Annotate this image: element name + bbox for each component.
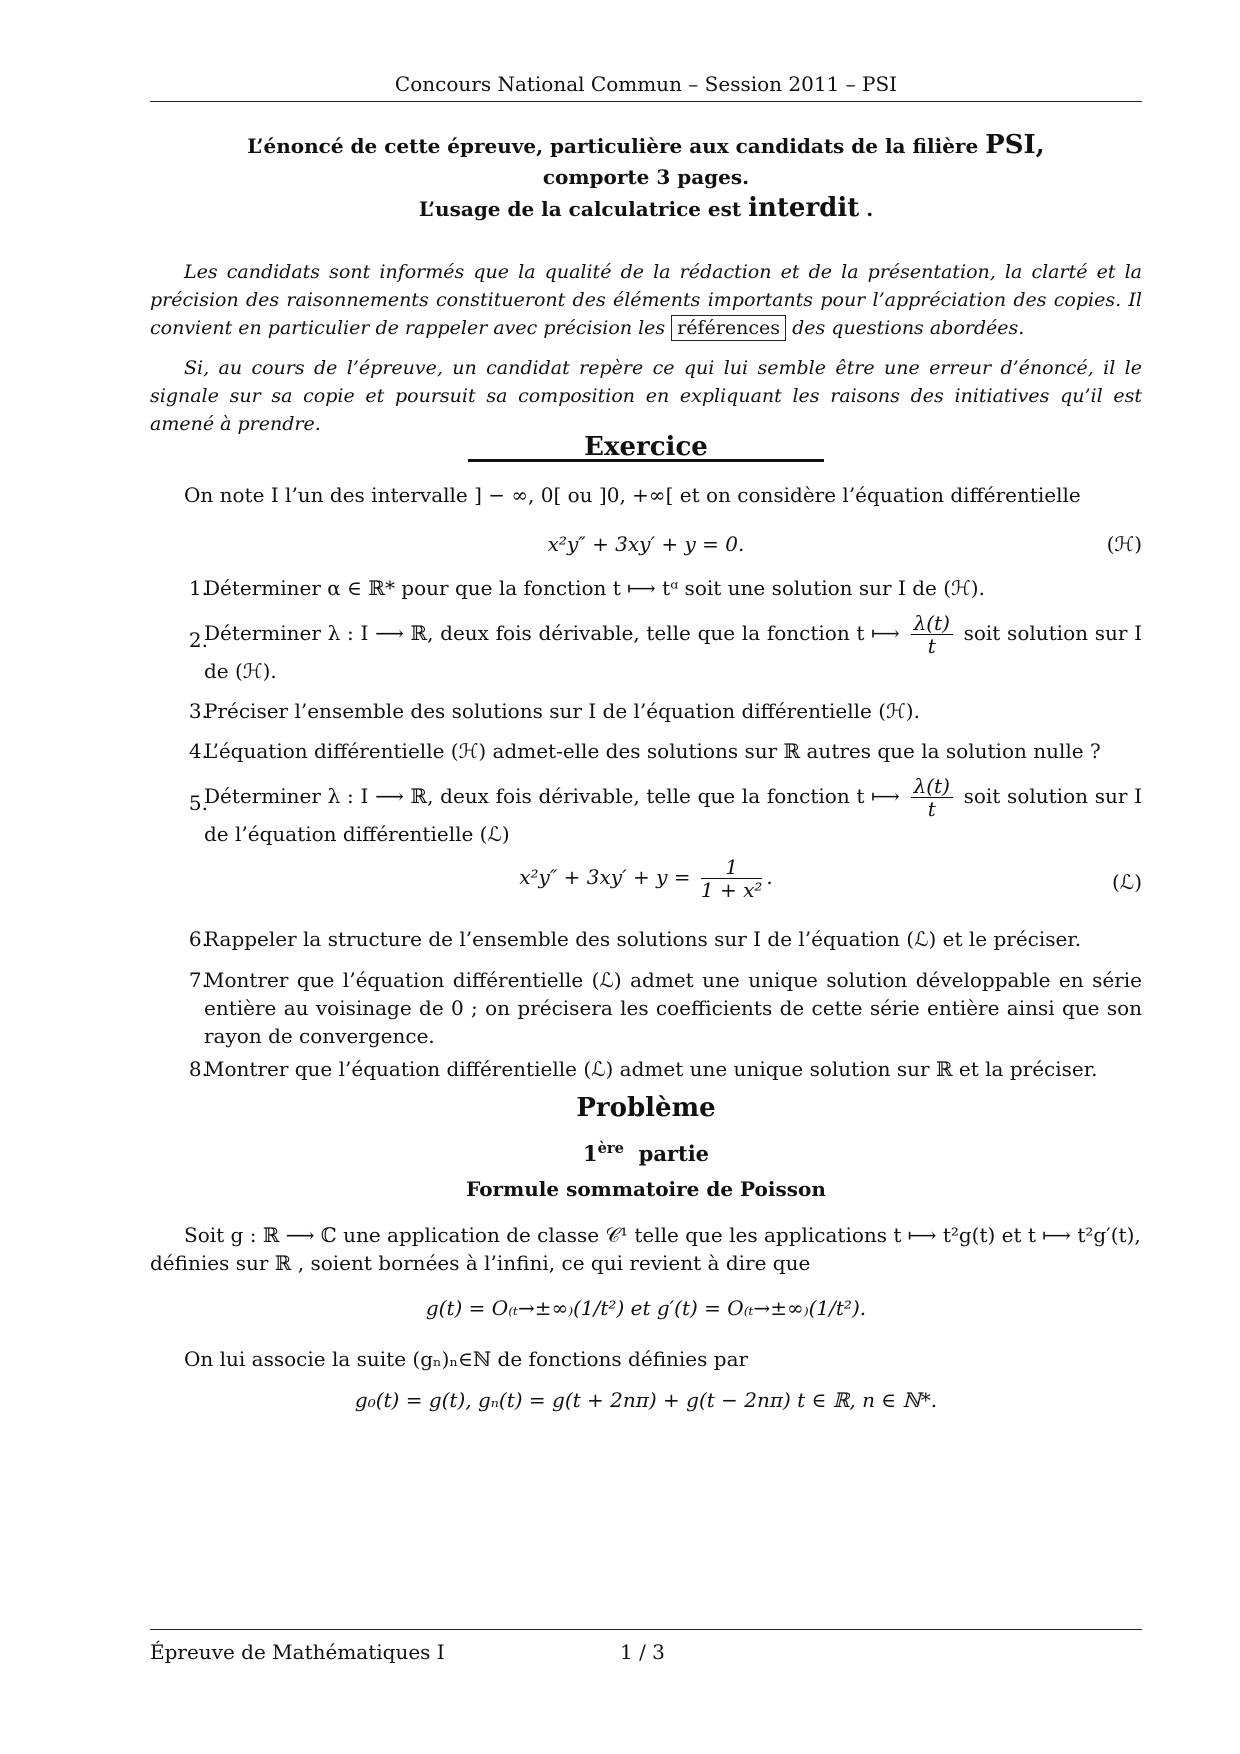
exercice-title: Exercice: [584, 432, 708, 462]
question-text: [204, 775, 1142, 848]
question-3: [150, 697, 1142, 725]
equation-L-lhs: x²y″ + 3xy′ + y =: [519, 865, 691, 889]
question-5: [150, 775, 1142, 848]
equation-H: [150, 532, 1142, 556]
fraction: [701, 856, 763, 901]
footer-rule: [150, 1629, 1142, 1630]
probleme-para-2: [150, 1345, 1142, 1373]
notice-interdit: interdit: [748, 193, 860, 223]
question-8: [150, 1055, 1142, 1083]
exercice-intro-text: On note I l’un des intervalle ] − ∞, 0[ ou ]0, +∞[ et on considère l’équation différentielle: [184, 483, 1081, 507]
question-number: 4.: [188, 739, 208, 763]
footer-title: Épreuve de Mathématiques I: [150, 1640, 445, 1664]
fraction: [911, 612, 953, 657]
instructions-para-1: [150, 258, 1142, 342]
notice-period: .: [866, 197, 874, 221]
equation-L: [150, 856, 1142, 901]
question-number: 1.: [188, 576, 208, 600]
equation-L-body: [150, 856, 1142, 901]
equation-L-tag: (ℒ): [1111, 870, 1142, 894]
question-text: Montrer que l’équation différentielle (ℒ) admet une unique solution sur ℝ et la préciser.: [204, 1057, 1098, 1081]
fraction-denominator: 1 + x²: [700, 878, 763, 902]
question-text-a: Déterminer λ : I ⟶ ℝ, deux fois dérivable, telle que la fonction t ⟼: [204, 621, 900, 645]
instructions-text-b: des questions abordées.: [792, 317, 1025, 339]
page: [150, 0, 1142, 1754]
notice-line3: L’usage de la calculatrice est: [418, 197, 742, 221]
question-number: 2.: [188, 628, 208, 652]
question-number: 3.: [188, 699, 208, 723]
equation-H-tag: (ℋ): [1106, 532, 1142, 556]
part-heading: [150, 1140, 1142, 1166]
question-text-a: Déterminer λ : I ⟶ ℝ, deux fois dérivable, telle que la fonction t ⟼: [204, 784, 900, 808]
notice-filiere: PSI,: [985, 130, 1045, 160]
exercice-intro: [150, 481, 1142, 509]
part-word: partie: [638, 1141, 710, 1166]
probleme-para-2-text: On lui associe la suite (gₙ)ₙ∈ℕ de fonctions définies par: [184, 1347, 749, 1371]
instructions: [150, 258, 1142, 450]
question-number: 5.: [188, 791, 208, 815]
part-superscript: ère: [597, 1140, 625, 1157]
question-text: Montrer que l’équation différentielle (ℒ) admet une unique solution développable en série entière au voisinage de 0 ; on précisera les coefficients de cette série entière ainsi que son rayon de convergence.: [204, 968, 1142, 1048]
question-4: [150, 737, 1142, 765]
equation-H-body: x²y″ + 3xy′ + y = 0.: [547, 532, 745, 556]
question-number: 8.: [188, 1057, 208, 1081]
question-text-b: soit solution sur I de l’équation différentielle (ℒ): [204, 784, 1143, 846]
question-text: [204, 612, 1142, 685]
question-number: 6.: [188, 927, 208, 951]
fraction-denominator: t: [927, 634, 936, 658]
notice-line1: L’énoncé de cette épreuve, particulière aux candidats de la filière: [247, 134, 979, 158]
question-number: 7.: [188, 968, 208, 992]
part-subtitle: Formule sommatoire de Poisson: [466, 1177, 826, 1201]
fraction: [911, 775, 953, 820]
question-text-b: soit solution sur I de (ℋ).: [204, 621, 1143, 683]
exam-notice: [150, 130, 1142, 225]
references-box: références: [671, 315, 786, 341]
fraction-numerator: 1: [701, 856, 763, 879]
fraction-denominator: t: [927, 797, 936, 821]
question-text: Rappeler la structure de l’ensemble des solutions sur I de l’équation (ℒ) et le préciser.: [204, 927, 1082, 951]
equation-O: [150, 1296, 1142, 1320]
equation-gn-body: g₀(t) = g(t), gₙ(t) = g(t + 2nπ) + g(t − 2nπ) t ∈ ℝ, n ∈ ℕ*.: [354, 1388, 938, 1412]
equation-gn: [150, 1388, 1142, 1412]
question-7: [150, 966, 1142, 1050]
probleme-title: Problème: [576, 1093, 716, 1123]
question-text: L’équation différentielle (ℋ) admet-elle des solutions sur ℝ autres que la solution nulle ?: [204, 739, 1101, 763]
running-header: Concours National Commun – Session 2011 – PSI: [394, 72, 898, 96]
notice-line2: comporte 3 pages.: [542, 165, 750, 189]
equation-O-body: g(t) = O₍ₜ→±∞₎(1/t²) et g′(t) = O₍ₜ→±∞₎(1/t²).: [425, 1296, 867, 1320]
probleme-para-1-text: Soit g : ℝ ⟶ ℂ une application de classe 𝒞¹ telle que les applications t ⟼ t²g(t) et t ⟼ t²g′(t), définies sur ℝ , soient bornées à l’infini, ce qui revient à dire que: [150, 1223, 1141, 1275]
question-1: [150, 574, 1142, 602]
instructions-text-a: Les candidats sont informés que la qualité de la rédaction et de la présentation, la clarté et la précision des raisonnements constitueront des éléments importants pour l’appréciation des copies. Il convient en particulier de rappeler avec précision les: [150, 261, 1142, 339]
equation-L-end: .: [766, 865, 773, 889]
instructions-para-2: Si, au cours de l’épreuve, un candidat repère ce qui lui semble être une erreur d’énoncé, il le signale sur sa copie et poursuit sa composition en expliquant les raisons des initiatives qu’il est amené à prendre.: [150, 357, 1142, 435]
question-text: Déterminer α ∈ ℝ* pour que la fonction t ⟼ tᵅ soit une solution sur I de (ℋ).: [204, 576, 985, 600]
part-number: 1: [582, 1141, 598, 1166]
page-number: 1 / 3: [620, 1640, 665, 1664]
header-rule: [150, 101, 1142, 102]
fraction-numerator: λ(t): [911, 612, 953, 635]
question-2: [150, 612, 1142, 685]
question-6: [150, 925, 1142, 953]
question-text: Préciser l’ensemble des solutions sur I de l’équation différentielle (ℋ).: [204, 699, 920, 723]
fraction-numerator: λ(t): [911, 775, 953, 798]
probleme-para-1: [150, 1221, 1142, 1277]
